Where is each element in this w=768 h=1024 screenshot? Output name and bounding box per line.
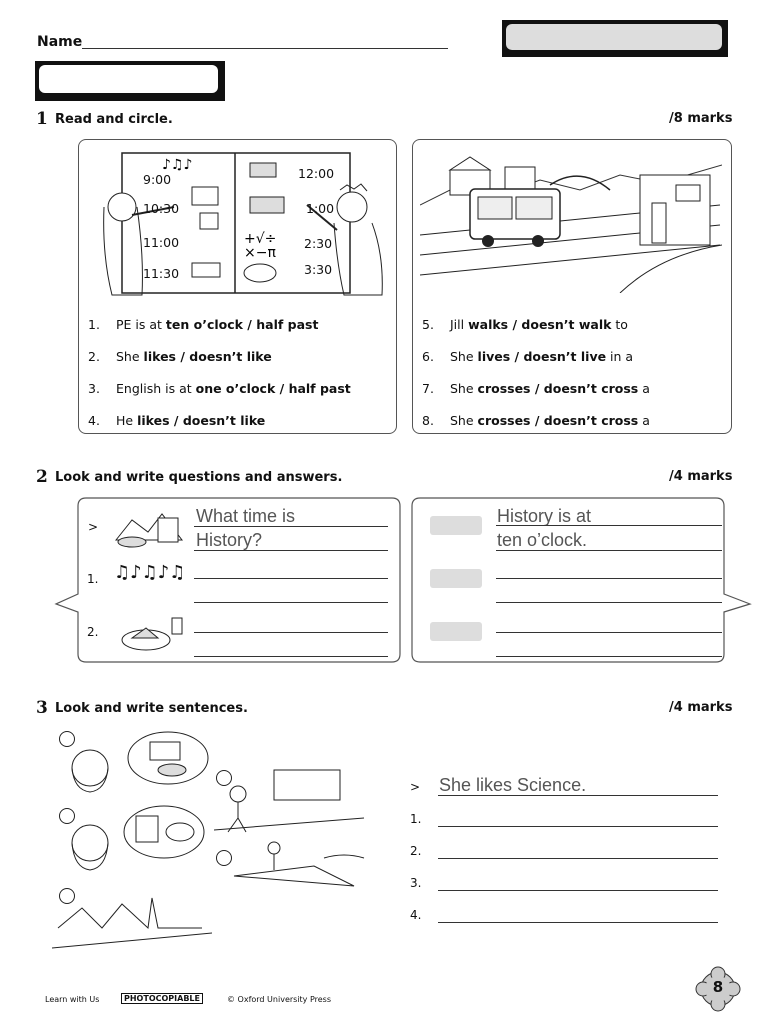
series-name: Learn with Us xyxy=(45,995,100,1004)
option-b[interactable]: doesn’t like xyxy=(182,413,266,428)
time-10-30: 10:30 xyxy=(143,201,180,216)
example-sentence: She likes Science. xyxy=(439,775,587,795)
write-line[interactable] xyxy=(194,526,388,527)
write-line[interactable] xyxy=(194,632,388,633)
circle-item-1: 1. PE is at ten o’clock / half past xyxy=(88,317,319,332)
write-line[interactable] xyxy=(438,858,718,859)
option-a[interactable]: walks xyxy=(468,317,509,332)
answer-tag xyxy=(430,569,482,588)
option-b[interactable]: half past xyxy=(256,317,319,332)
section1-number: 1 xyxy=(36,109,48,129)
section3-marks: /4 marks xyxy=(669,700,733,715)
option-b[interactable]: doesn’t walk xyxy=(521,317,612,332)
option-a[interactable]: one o’clock xyxy=(195,381,276,396)
write-line[interactable] xyxy=(496,656,722,657)
row-number-2: 2. xyxy=(410,844,422,858)
answer-tag xyxy=(430,622,482,641)
write-line[interactable] xyxy=(496,550,722,551)
write-line[interactable] xyxy=(496,525,722,526)
section1-title: Read and circle. xyxy=(55,112,173,127)
row-number-2: 2. xyxy=(87,625,99,639)
circle-item-3: 3. English is at one o’clock / half past xyxy=(88,381,351,396)
music-notes-icon: ♫♪♫♪♫ xyxy=(114,562,186,583)
name-input-line[interactable] xyxy=(82,48,448,49)
time-3-30: 3:30 xyxy=(304,262,333,277)
section2-title: Look and write questions and answers. xyxy=(55,470,343,485)
copyright: © Oxford University Press xyxy=(227,995,332,1004)
option-b[interactable]: doesn’t cross xyxy=(543,413,639,428)
section3-pictures-left xyxy=(52,728,212,953)
photocopiable-label: PHOTOCOPIABLE xyxy=(121,993,203,1004)
time-11-00: 11:00 xyxy=(143,235,180,250)
circle-item-2: 2. She likes / doesn’t like xyxy=(88,349,272,364)
section3-pictures-right xyxy=(214,766,374,898)
option-a[interactable]: ten o’clock xyxy=(165,317,243,332)
town-illustration xyxy=(420,145,722,293)
time-9-00: 9:00 xyxy=(143,172,172,187)
svg-text:+√÷: +√÷ xyxy=(244,231,277,247)
svg-text:♪♫♪: ♪♫♪ xyxy=(162,157,193,173)
write-line[interactable] xyxy=(438,795,718,796)
name-label: Name xyxy=(37,34,83,50)
write-line[interactable] xyxy=(496,632,722,633)
section3-number: 3 xyxy=(36,698,48,718)
answer-circle[interactable] xyxy=(59,808,75,824)
history-icon xyxy=(112,500,188,550)
time-1-00: 1:00 xyxy=(306,201,335,216)
option-b[interactable]: half past xyxy=(288,381,351,396)
time-11-30: 11:30 xyxy=(143,266,180,281)
score-box xyxy=(502,20,728,57)
write-line[interactable] xyxy=(438,890,718,891)
example-question-line1: What time is xyxy=(196,506,296,526)
write-line[interactable] xyxy=(194,602,388,603)
class-box xyxy=(35,61,225,101)
option-a[interactable]: crosses xyxy=(477,381,531,396)
write-line[interactable] xyxy=(438,922,718,923)
example-marker: > xyxy=(88,520,99,534)
section1-marks: /8 marks xyxy=(669,111,733,126)
time-12-00: 12:00 xyxy=(298,166,335,181)
example-answer-line2: ten o’clock. xyxy=(497,530,588,550)
write-line[interactable] xyxy=(438,826,718,827)
circle-item-8: 8. She crosses / doesn’t cross a xyxy=(422,413,650,428)
option-a[interactable]: likes xyxy=(137,413,170,428)
answer-circle[interactable] xyxy=(216,770,232,786)
example-answer-line1: History is at xyxy=(497,506,592,526)
section3-title: Look and write sentences. xyxy=(55,701,248,716)
write-line[interactable] xyxy=(496,578,722,579)
option-a[interactable]: likes xyxy=(143,349,176,364)
answer-tag xyxy=(430,516,482,535)
answer-circle[interactable] xyxy=(59,888,75,904)
answer-circle[interactable] xyxy=(216,850,232,866)
row-number-1: 1. xyxy=(410,812,422,826)
section2-marks: /4 marks xyxy=(669,469,733,484)
page-number: 8 xyxy=(712,978,724,996)
circle-item-6: 6. She lives / doesn’t live in a xyxy=(422,349,634,364)
answer-circle[interactable] xyxy=(59,731,75,747)
write-line[interactable] xyxy=(194,656,388,657)
option-a[interactable]: crosses xyxy=(477,413,531,428)
row-number-3: 3. xyxy=(410,876,422,890)
option-b[interactable]: doesn’t like xyxy=(189,349,272,364)
example-marker: > xyxy=(410,780,421,794)
section2-number: 2 xyxy=(36,467,48,487)
option-b[interactable]: doesn’t cross xyxy=(543,381,639,396)
time-2-30: 2:30 xyxy=(304,236,333,251)
svg-text:×−π: ×−π xyxy=(244,245,276,261)
timetable-illustration xyxy=(82,145,392,300)
example-question-line2: History? xyxy=(196,530,263,550)
circle-item-7: 7. She crosses / doesn’t cross a xyxy=(422,381,650,396)
write-line[interactable] xyxy=(194,578,388,579)
lunch-icon xyxy=(118,612,188,654)
write-line[interactable] xyxy=(194,550,388,551)
row-number-4: 4. xyxy=(410,908,422,922)
row-number-1: 1. xyxy=(87,572,99,586)
option-b[interactable]: doesn’t live xyxy=(523,349,607,364)
circle-item-4: 4. He likes / doesn’t like xyxy=(88,413,266,428)
option-a[interactable]: lives xyxy=(477,349,511,364)
write-line[interactable] xyxy=(496,602,722,603)
circle-item-5: 5. Jill walks / doesn’t walk to xyxy=(422,317,628,332)
